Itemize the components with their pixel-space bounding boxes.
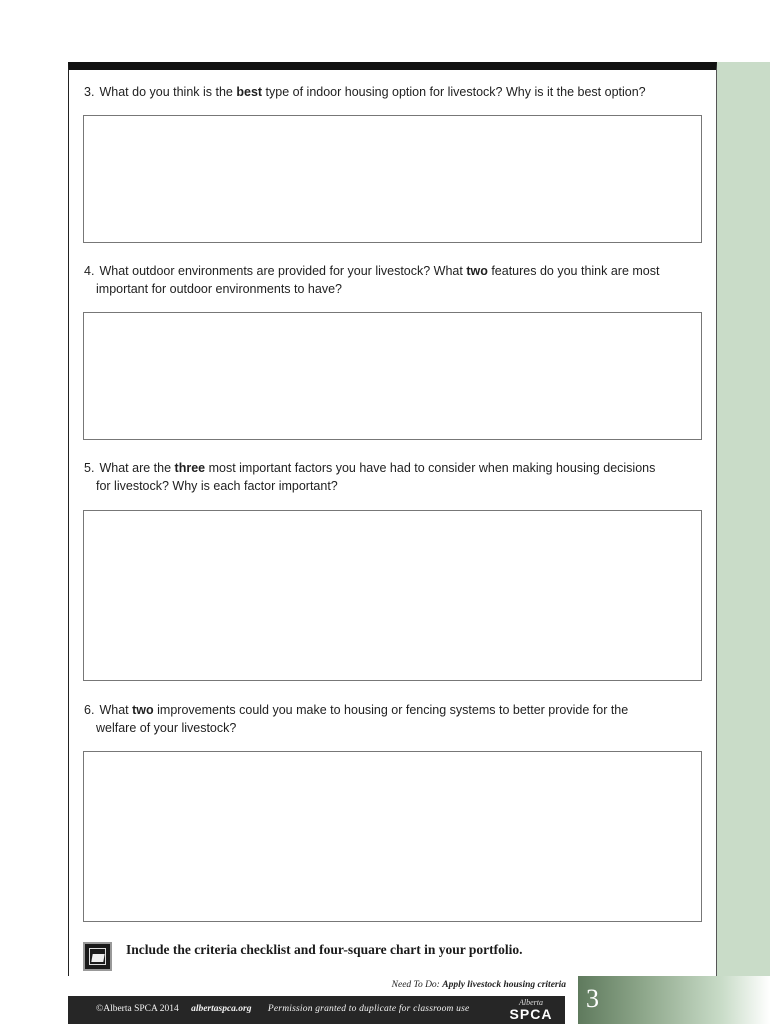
answer-box-5[interactable] — [83, 510, 702, 681]
question-text: features do you think are most — [487, 264, 660, 278]
question-emphasis: two — [132, 703, 154, 717]
logo-word: SPCA — [509, 1006, 553, 1022]
question-number: 6. — [84, 703, 95, 717]
portfolio-note-row — [83, 938, 683, 974]
need-to-do-label: Need To Do: — [391, 980, 440, 990]
portfolio-note: Include the criteria checklist and four-square chart in your portfolio. — [126, 942, 523, 957]
question-text: What are the — [99, 461, 175, 475]
question-text: What — [99, 703, 133, 717]
copyright: ©Alberta SPCA 2014 — [96, 1004, 179, 1014]
permission-note: Permission granted to duplicate for classroom use — [267, 1004, 470, 1014]
page-number: 3 — [586, 984, 599, 1013]
question-text: improvements could you make to housing or fencing systems to better provide for the — [153, 703, 629, 717]
website-link[interactable]: albertaspca.org — [191, 1004, 252, 1014]
question-text-line2: welfare of your livestock? — [96, 721, 237, 735]
question-number: 3. — [84, 85, 95, 99]
logo-script: Alberta — [519, 998, 543, 1007]
need-to-do-value: Apply livestock housing criteria — [442, 980, 566, 990]
page-number-tab — [578, 976, 770, 1024]
question-text-line2: important for outdoor environments to have? — [96, 282, 342, 296]
question-emphasis: two — [466, 264, 488, 278]
question-text-line2: for livestock? Why is each factor important? — [96, 479, 338, 493]
portfolio-icon — [83, 942, 112, 971]
question-5 — [84, 459, 706, 495]
question-emphasis: three — [174, 461, 206, 475]
question-6 — [84, 701, 706, 737]
footer-bar — [68, 996, 565, 1024]
question-text: What outdoor environments are provided for your livestock? What — [99, 264, 467, 278]
spca-logo — [503, 998, 559, 1022]
answer-box-4[interactable] — [83, 312, 702, 440]
question-text: most important factors you have had to consider when making housing decisions — [205, 461, 656, 475]
answer-box-3[interactable] — [83, 115, 702, 243]
footer-text — [96, 1004, 469, 1014]
question-text: type of indoor housing option for livestock? Why is it the best option? — [262, 85, 646, 99]
question-4 — [84, 262, 706, 298]
question-3 — [84, 83, 706, 101]
side-color-band — [717, 62, 770, 976]
question-number: 5. — [84, 461, 95, 475]
question-number: 4. — [84, 264, 95, 278]
need-to-do — [392, 980, 566, 990]
answer-box-6[interactable] — [83, 751, 702, 922]
question-text: What do you think is the — [99, 85, 237, 99]
question-emphasis: best — [236, 85, 263, 99]
